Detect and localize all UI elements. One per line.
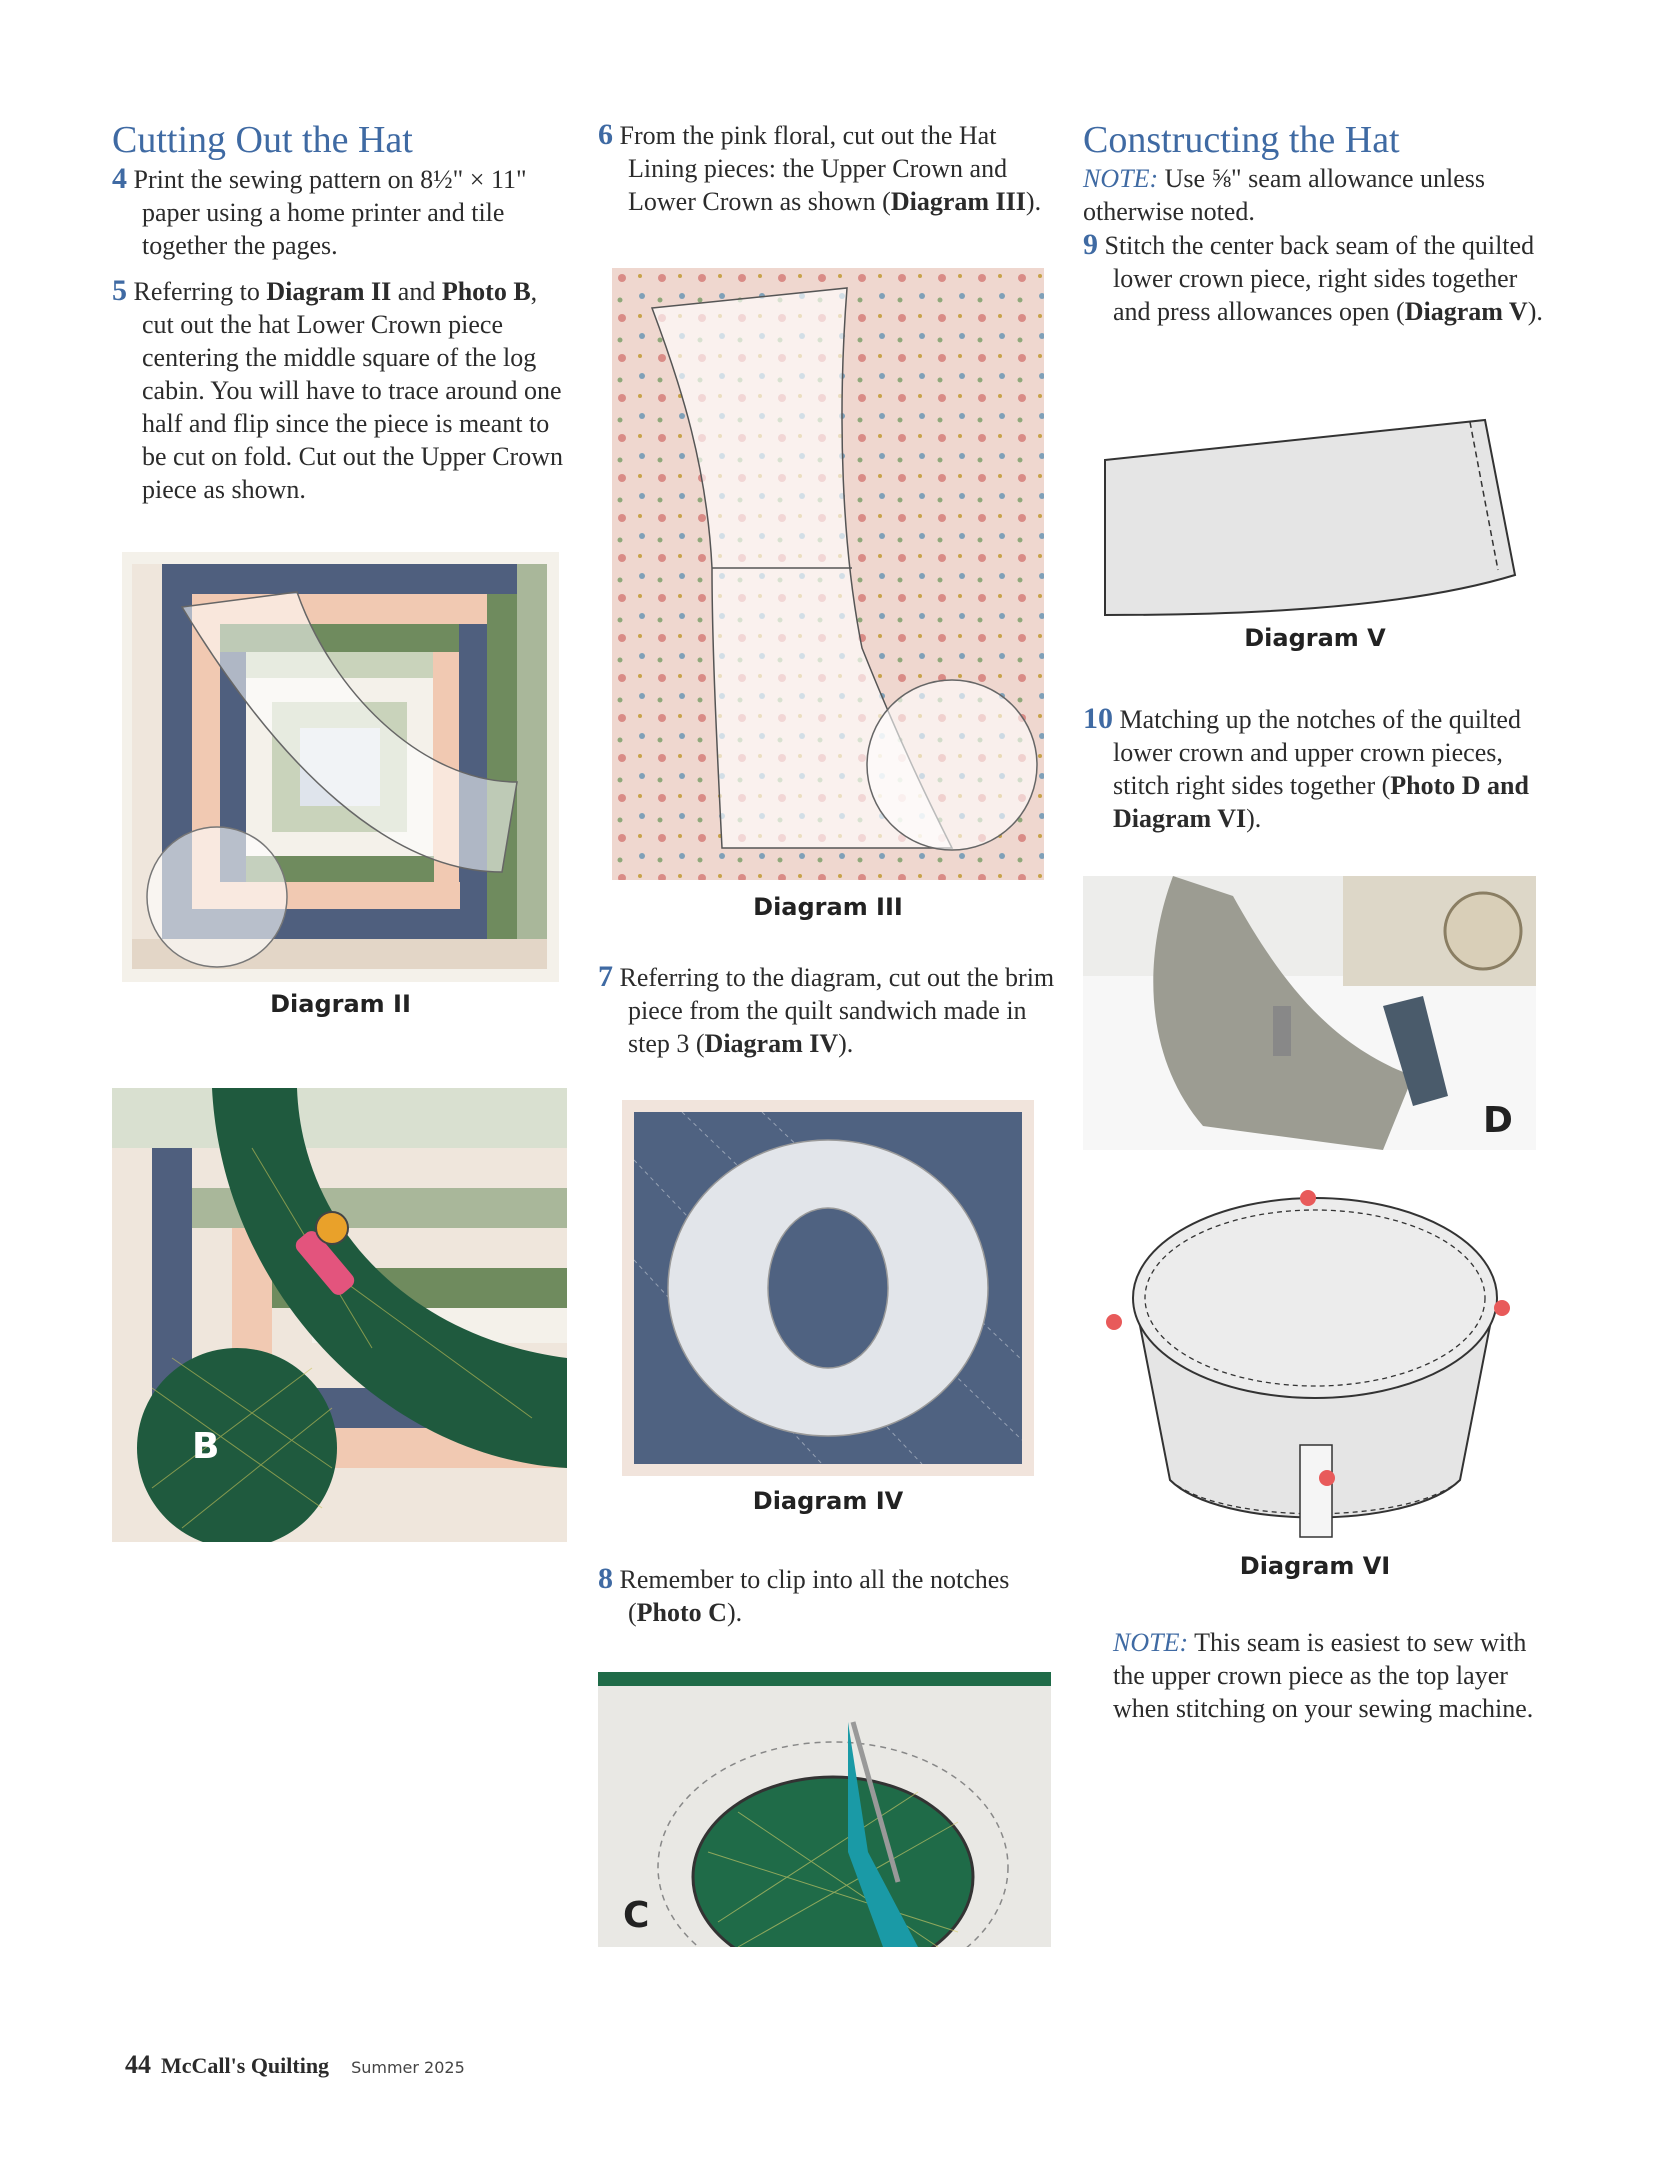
step-6: 6 From the pink floral, cut out the Hat Lining pieces: the Upper Crown and Lower Crown as shown (Diagram III). bbox=[598, 118, 1042, 216]
diagram-6-figure bbox=[1100, 1180, 1530, 1540]
photo-c-label: C bbox=[623, 1895, 650, 1936]
step-8-block bbox=[598, 1562, 1068, 1629]
diagram-5-figure bbox=[1100, 410, 1530, 625]
page-number: 44 bbox=[125, 2050, 151, 2079]
step-10: 10 Matching up the notches of the quilted lower crown and upper crown pieces, stitch right sides together (Photo D and Diagram VI). bbox=[1083, 702, 1529, 833]
column-3 bbox=[1083, 118, 1553, 328]
note-2-block bbox=[1113, 1626, 1553, 1725]
step-9: 9 Stitch the center back seam of the quilted lower crown piece, right sides together and press allowances open (Diagram V). bbox=[1083, 228, 1543, 326]
diagram-6-caption: Diagram VI bbox=[1239, 1552, 1391, 1580]
photo-b-label: B bbox=[192, 1426, 220, 1467]
diagram-3-caption: Diagram III bbox=[753, 893, 903, 921]
column-2 bbox=[598, 118, 1068, 218]
magazine-name: McCall's Quilting bbox=[161, 2053, 330, 2078]
photo-d bbox=[1083, 876, 1536, 1150]
step-5: 5 Referring to Diagram II and Photo B, cut out the hat Lower Crown piece centering the middle square of the log cabin. You will have to trace around one half and flip since the piece is meant to be cut on fold. Cut out the Upper Crown piece as shown. bbox=[112, 274, 563, 504]
lower-crown-diagram bbox=[1100, 410, 1530, 625]
step-10-block bbox=[1083, 702, 1553, 835]
photo-b bbox=[112, 1088, 567, 1542]
note-seam-allowance: NOTE: Use ⅝" seam allowance unless otherwise noted. bbox=[1083, 164, 1485, 226]
issue-date: Summer 2025 bbox=[351, 2058, 465, 2077]
photo-b-image bbox=[112, 1088, 567, 1542]
step-4: 4 Print the sewing pattern on 8½" × 11" paper using a home printer and tile together the pages. bbox=[112, 162, 527, 260]
step-7: 7 Referring to the diagram, cut out the brim piece from the quilt sandwich made in step 3 (Diagram IV). bbox=[598, 960, 1055, 1058]
photo-c-image bbox=[598, 1672, 1051, 1947]
diagram-4-figure bbox=[622, 1100, 1034, 1476]
step-7-block bbox=[598, 960, 1068, 1060]
diagram-3-figure bbox=[612, 268, 1044, 880]
lining-diagram bbox=[612, 268, 1044, 880]
diagram-2-figure bbox=[122, 552, 559, 982]
hat-assembly-diagram bbox=[1100, 1180, 1530, 1540]
log-cabin-diagram bbox=[122, 552, 559, 982]
diagram-5-caption: Diagram V bbox=[1244, 624, 1386, 652]
diagram-2-caption: Diagram II bbox=[270, 990, 411, 1018]
brim-diagram bbox=[622, 1100, 1034, 1476]
photo-c bbox=[598, 1672, 1051, 1947]
section-heading-constructing: Constructing the Hat bbox=[1083, 119, 1400, 161]
page-footer bbox=[125, 2050, 465, 2080]
column-1 bbox=[112, 118, 572, 506]
section-heading-cutting: Cutting Out the Hat bbox=[112, 119, 413, 161]
step-8: 8 Remember to clip into all the notches (Photo C). bbox=[598, 1562, 1010, 1627]
photo-d-label: D bbox=[1483, 1100, 1513, 1141]
photo-d-image bbox=[1083, 876, 1536, 1150]
diagram-4-caption: Diagram IV bbox=[752, 1487, 904, 1515]
note-stitching-tip: NOTE: This seam is easiest to sew with the upper crown piece as the top layer when stitching on your sewing machine. bbox=[1113, 1628, 1534, 1723]
